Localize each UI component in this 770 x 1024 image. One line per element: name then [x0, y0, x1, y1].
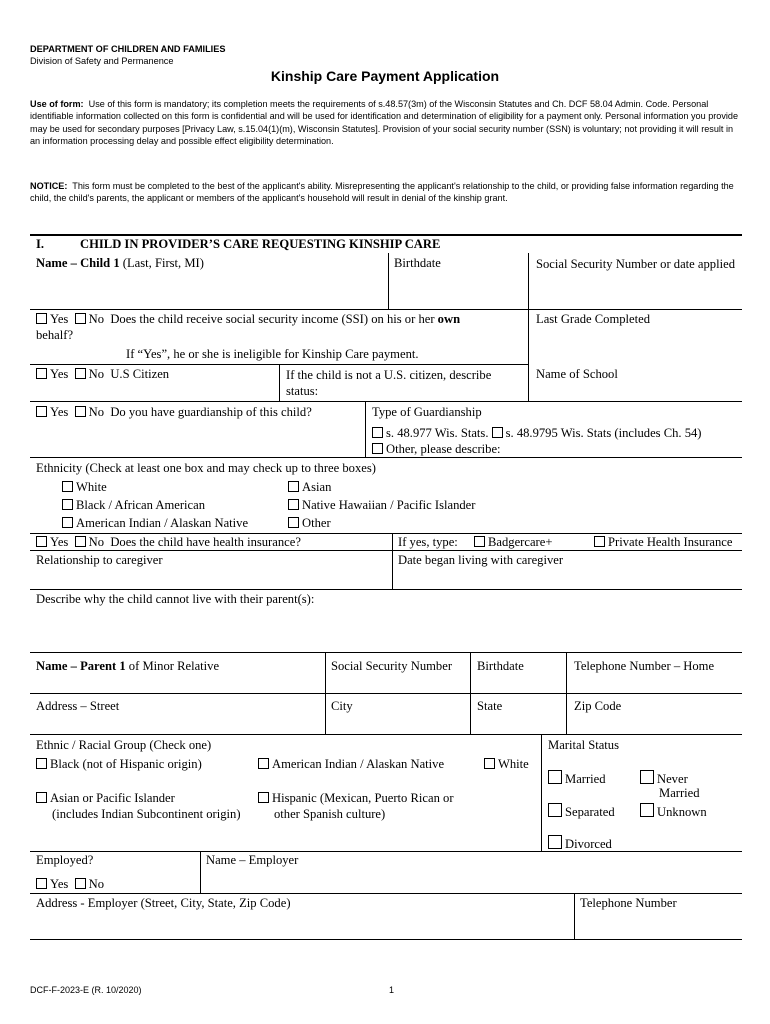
guardianship-question: Yes No Do you have guardianship of this child?	[36, 405, 312, 420]
describe-why-label: Describe why the child cannot live with their parent(s):	[36, 592, 315, 606]
use-of-form-paragraph: Use of form: Use of this form is mandatory; its completion meets the requirements of s.48.57(3m) of the Wisconsin Statutes and Ch. DCF 58.04 Admin. Code. Personal identifiable information collected on this form is confidential and will be used for identification and determination of eligibility for a payment only. Personal information you provide may be used for secondary purposes [Privacy Law, s.15.04(1)(m), Wisconsin Statutes]. Provision of your social security number (SSN) is voluntary; not providing it will result in an information processing delay and possible effect eligibility determination.	[30, 99, 739, 146]
eth-amind-checkbox[interactable]	[62, 517, 73, 528]
parent-ssn-label: Social Security Number	[331, 659, 453, 673]
guardianship-options: s. 48.977 Wis. Stats. s. 48.9795 Wis. Stats (includes Ch. 54)	[372, 426, 702, 441]
employer-name-label: Name – Employer	[206, 853, 299, 867]
parent-eth-hispanic: Hispanic (Mexican, Puerto Rican or	[258, 791, 454, 806]
ssn-label: Social Security Number or date applied	[536, 257, 735, 271]
health-insurance-question: Yes No Does the child have health insurance?	[36, 535, 301, 550]
employed-no-checkbox[interactable]	[75, 878, 86, 889]
marital-status-label: Marital Status	[548, 738, 620, 752]
parent-eth-white: White	[484, 757, 529, 772]
employed-label: Employed?	[36, 853, 94, 867]
badgercare-checkbox[interactable]	[474, 536, 485, 547]
citizen-yes-checkbox[interactable]	[36, 368, 47, 379]
guardianship-other: Other, please describe:	[372, 442, 501, 457]
citizen-no-checkbox[interactable]	[75, 368, 86, 379]
badgercare-option: Badgercare+	[474, 535, 552, 550]
ssi-question-cont: behalf?	[36, 328, 74, 342]
never-married-checkbox[interactable]	[640, 770, 654, 784]
parent-amind-checkbox[interactable]	[258, 758, 269, 769]
parent-city-label: City	[331, 699, 353, 713]
eth-other-checkbox[interactable]	[288, 517, 299, 528]
section-number: I.	[36, 237, 45, 251]
parent-white-checkbox[interactable]	[484, 758, 495, 769]
parent-address-label: Address – Street	[36, 699, 120, 713]
page-number: 1	[389, 985, 395, 995]
notice-paragraph: NOTICE: This form must be completed to the best of the applicant's ability. Misrepresenting the applicant's relationship to the child, or providing false information regarding the child, the child's parents, the applicant or members of the applicant's household will result in denial of the kinship grant.	[30, 181, 734, 204]
eth-asian-checkbox[interactable]	[288, 481, 299, 492]
us-citizen-question: Yes No U.S Citizen	[36, 367, 169, 382]
parent-eth-asian-note: (includes Indian Subcontinent origin)	[52, 807, 241, 821]
guard-no-checkbox[interactable]	[75, 406, 86, 417]
eth-nhpi: Native Hawaiian / Pacific Islander	[288, 498, 475, 513]
citizen-status-label: If the child is not a U.S. citizen, describe status:	[286, 368, 492, 398]
guard-48977-checkbox[interactable]	[372, 427, 383, 438]
date-began-label: Date began living with caregiver	[398, 553, 564, 567]
eth-other: Other	[288, 516, 331, 531]
parent-black-checkbox[interactable]	[36, 758, 47, 769]
section-heading: CHILD IN PROVIDER’S CARE REQUESTING KINSHIP CARE	[80, 237, 441, 251]
parent-eth-asian: Asian or Pacific Islander	[36, 791, 175, 806]
employer-address-label: Address - Employer (Street, City, State, Zip Code)	[36, 896, 291, 910]
parent-name-label: Name – Parent 1 of Minor Relative	[36, 659, 220, 673]
parent-eth-hispanic-note: other Spanish culture)	[274, 807, 386, 821]
ssi-question: Yes No Does the child receive social security income (SSI) on his or her own	[36, 312, 460, 327]
parent-zip-label: Zip Code	[574, 699, 622, 713]
relationship-label: Relationship to caregiver	[36, 553, 163, 567]
division-name: Division of Safety and Permanence	[30, 56, 174, 66]
parent-state-label: State	[477, 699, 503, 713]
guard-yes-checkbox[interactable]	[36, 406, 47, 417]
parent-birthdate-label: Birthdate	[477, 659, 524, 673]
eth-black-checkbox[interactable]	[62, 499, 73, 510]
ethnic-group-label: Ethnic / Racial Group (Check one)	[36, 738, 212, 752]
unknown-checkbox[interactable]	[640, 803, 654, 817]
employed-options: Yes No	[36, 877, 104, 892]
marital-never-cont: Married	[659, 786, 700, 800]
divorced-checkbox[interactable]	[548, 835, 562, 849]
marital-separated: Separated	[548, 803, 615, 820]
parent-asian-checkbox[interactable]	[36, 792, 47, 803]
guard-other-checkbox[interactable]	[372, 443, 383, 454]
eth-white: White	[62, 480, 107, 495]
private-insurance-option: Private Health Insurance	[594, 535, 733, 550]
last-grade-label: Last Grade Completed	[536, 312, 651, 326]
married-checkbox[interactable]	[548, 770, 562, 784]
form-id: DCF-F-2023-E (R. 10/2020)	[30, 985, 142, 995]
school-label: Name of School	[536, 367, 618, 381]
ssi-no-checkbox[interactable]	[75, 313, 86, 324]
name-child-label: Name – Child 1 (Last, First, MI)	[36, 256, 204, 270]
guard-489795-checkbox[interactable]	[492, 427, 503, 438]
ethnicity-label: Ethnicity (Check at least one box and may check up to three boxes)	[36, 461, 376, 475]
ssi-yes-checkbox[interactable]	[36, 313, 47, 324]
form-title: Kinship Care Payment Application	[270, 68, 500, 84]
department-name: DEPARTMENT OF CHILDREN AND FAMILIES	[30, 44, 226, 54]
marital-divorced: Divorced	[548, 835, 612, 852]
eth-nhpi-checkbox[interactable]	[288, 499, 299, 510]
marital-never: Never	[640, 770, 688, 787]
parent-hispanic-checkbox[interactable]	[258, 792, 269, 803]
parent-telephone-home-label: Telephone Number – Home	[574, 659, 715, 673]
eth-amind: American Indian / Alaskan Native	[62, 516, 248, 531]
guardianship-type-label: Type of Guardianship	[372, 405, 482, 419]
eth-asian: Asian	[288, 480, 331, 495]
private-insurance-checkbox[interactable]	[594, 536, 605, 547]
health-no-checkbox[interactable]	[75, 536, 86, 547]
parent-eth-black: Black (not of Hispanic origin)	[36, 757, 202, 772]
eth-white-checkbox[interactable]	[62, 481, 73, 492]
marital-married: Married	[548, 770, 606, 787]
employer-telephone-label: Telephone Number	[580, 896, 677, 910]
ssi-note: If “Yes”, he or she is ineligible for Kinship Care payment.	[126, 347, 419, 361]
eth-black: Black / African American	[62, 498, 205, 513]
parent-eth-amind: American Indian / Alaskan Native	[258, 757, 444, 772]
health-yes-checkbox[interactable]	[36, 536, 47, 547]
insurance-type-label: If yes, type:	[398, 535, 458, 549]
employed-yes-checkbox[interactable]	[36, 878, 47, 889]
marital-unknown: Unknown	[640, 803, 707, 820]
separated-checkbox[interactable]	[548, 803, 562, 817]
birthdate-label: Birthdate	[394, 256, 441, 270]
